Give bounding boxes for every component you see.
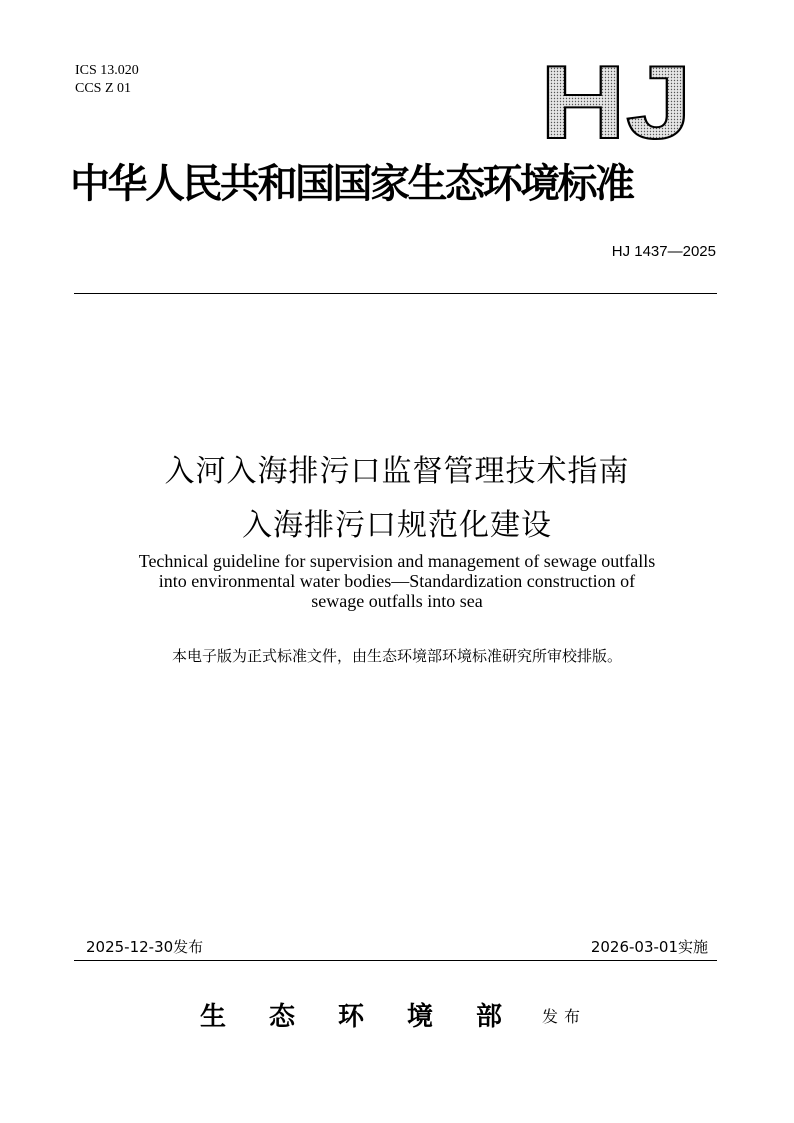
- hj-logo: [538, 58, 694, 142]
- implementation-date: 2026-03-01实施: [590, 938, 708, 956]
- publisher-suffix: 发布: [542, 1007, 587, 1026]
- standard-number: HJ 1437—2025: [611, 243, 716, 260]
- hj-logo-text: HJ: [540, 58, 692, 142]
- title-cn-line2: 入海排污口规范化建设: [242, 508, 552, 543]
- ics-code: ICS 13.020: [75, 63, 139, 78]
- electronic-edition-notice: 本电子版为正式标准文件，由生态环境部环境标准研究所审校排版。: [171, 647, 622, 665]
- title-en: [0, 551, 794, 611]
- title-en-line2: into environmental water bodies—Standardization construction of: [158, 571, 636, 591]
- title-en-line3: sewage outfalls into sea: [311, 591, 483, 611]
- title-cn-line1: 入河入海排污口监督管理技术指南: [164, 454, 630, 489]
- issue-date: 2025-12-30发布: [86, 938, 204, 956]
- bottom-divider: [74, 960, 717, 961]
- ccs-code: CCS Z 01: [75, 81, 132, 96]
- title-en-line1: Technical guideline for supervision and management of sewage outfalls: [138, 551, 656, 571]
- classification-codes: [75, 62, 139, 98]
- top-divider: [74, 293, 717, 294]
- publisher-name: 生态环境部: [200, 1002, 546, 1032]
- standard-category-title: 中华人民共和国国家生态环境标准: [70, 160, 633, 207]
